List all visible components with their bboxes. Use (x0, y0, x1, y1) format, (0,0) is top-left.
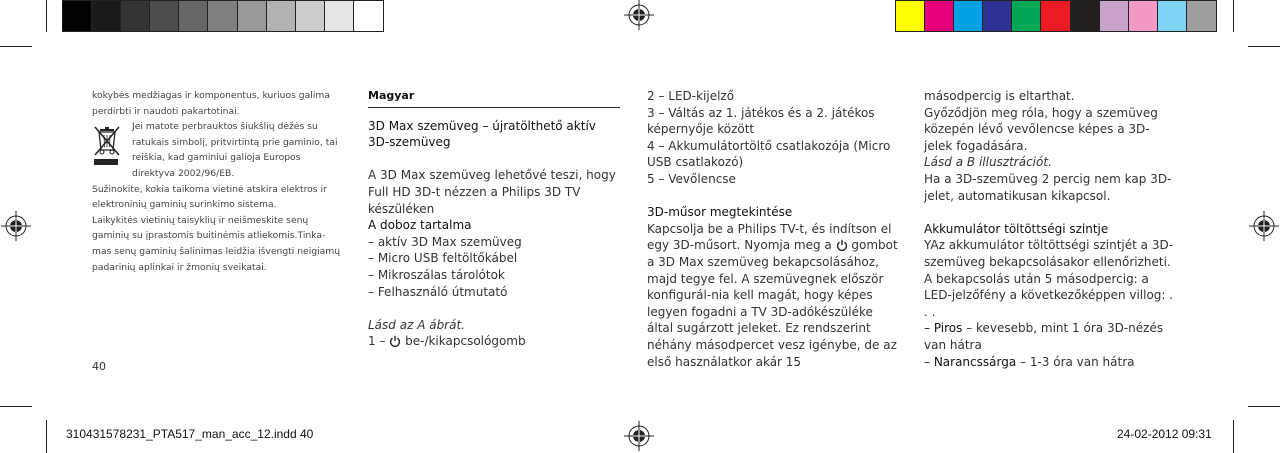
box-item: – aktív 3D Max szemüveg (368, 234, 522, 249)
grayscale-color-bar (62, 0, 384, 32)
power-icon (389, 335, 401, 347)
process-color-swatch (1100, 1, 1129, 31)
crop-mark (1233, 0, 1234, 32)
grayscale-swatch (354, 1, 383, 31)
battery-level-heading: Akkumulátor töltöttségi szintje (924, 221, 1109, 236)
footer-date: 24-02-2012 09:31 (1117, 427, 1212, 441)
weee-paragraph: Jei matote perbrauktos šiukšlių dėžės su ratukais simbolį, pritvirtintą prie gaminio, tai reiškia, kad gaminiui galioja Europos direktyva 2002/96/EB. (132, 121, 338, 179)
crop-mark (1233, 420, 1234, 453)
process-color-swatch (1041, 1, 1070, 31)
product-title: 3D Max szemüveg – újratölthető aktív 3D-szemüveg (368, 118, 596, 150)
legend-item: 5 – Vevőlencse (647, 171, 736, 186)
grayscale-swatch (63, 1, 92, 31)
power-icon (836, 239, 848, 251)
box-item: – Micro USB feltöltőkábel (368, 251, 518, 266)
legend-item-1 (368, 333, 620, 350)
footer-filename: 310431578231_PTA517_man_acc_12.indd 40 (66, 427, 314, 441)
led-red-text: – kevesebb, mint 1 óra 3D-nézés van hátra (924, 321, 1164, 352)
box-item: – Mikroszálas tárolótok (368, 267, 505, 282)
column-hungarian-1 (368, 88, 620, 350)
led-orange-text: – 1-3 óra van hátra (1016, 354, 1135, 369)
legend-item: 3 – Váltás az 1. játékos és a 2. játékos képernyője között (647, 105, 875, 137)
process-color-swatch (954, 1, 983, 31)
registration-mark-icon (624, 0, 654, 30)
process-color-swatch (1012, 1, 1041, 31)
process-color-swatch (983, 1, 1012, 31)
watch-3d-heading: 3D-műsor megtekintése (647, 205, 793, 220)
grayscale-swatch (267, 1, 296, 31)
see-figure-b: Lásd a B illusztrációt. (924, 155, 1052, 170)
led-orange-item (924, 354, 1176, 371)
process-color-bar (895, 0, 1217, 32)
disposal-paragraph: Laikykitės vietinių taisyklių ir neišmeskite senų gaminių su įprastomis buitinėmis atliekomis.Tinka-mas senų gaminių šalinimas leidžia išvengti neigiamų padarinių aplinkai ir žmonių sveikatai. (92, 214, 341, 273)
grayscale-swatch (238, 1, 267, 31)
legend-item-1-text: be-/kikapcsológomb (405, 334, 526, 349)
column-lithuanian (92, 88, 344, 275)
collection-paragraph: Sužinokite, kokia taikoma vietinė atskira elektros ir elektroninių gaminių surinkimo sistema. (92, 183, 327, 211)
grayscale-swatch (150, 1, 179, 31)
registration-mark-icon (624, 421, 654, 451)
crop-mark (0, 406, 32, 407)
grayscale-swatch (208, 1, 237, 31)
box-contents-heading: A doboz tartalma (368, 218, 472, 233)
column-hungarian-3 (924, 88, 1176, 370)
box-item: – Felhasználó útmutató (368, 284, 508, 299)
watch-3d-text-a: Kapcsolja be a Philips TV-t, és indítson el egy 3D-műsort. Nyomja meg a (647, 221, 892, 253)
column-hungarian-2 (647, 88, 899, 370)
grayscale-swatch (179, 1, 208, 31)
paragraph: Győződjön meg róla, hogy a szemüveg közepén lévő vevőlencse képes a 3D-jelek fogadására. (924, 105, 1158, 153)
watch-3d-paragraph (647, 221, 899, 370)
crop-mark (1248, 406, 1280, 407)
grayscale-swatch (296, 1, 325, 31)
see-figure-a: Lásd az A ábrát. (368, 317, 465, 332)
watch-3d-text-b: gombot a 3D Max szemüveg bekapcsolásához, majd tegye fel. A szemüvegnek először konfigurál-nia kell magát, hogy képes legyen fogadni a TV 3D-adókészüléke által sugárzott jeleket. Ez rendszerint néhány másodpercet vesz igénybe, de az első használatkor akár 15 (647, 238, 898, 369)
paragraph: másodpercig is eltarthat. (924, 89, 1075, 103)
registration-mark-icon (1, 211, 31, 241)
led-red-item (924, 320, 1176, 353)
led-orange-label: – Narancssárga (924, 354, 1017, 369)
crossed-out-bin-icon (92, 124, 122, 168)
language-label: Magyar (368, 89, 415, 102)
crop-mark (46, 420, 47, 453)
led-red-label: – Piros (924, 321, 963, 336)
process-color-swatch (896, 1, 925, 31)
crop-mark (1248, 46, 1280, 47)
grayscale-swatch (325, 1, 354, 31)
recycling-paragraph: kokybės medžiagas ir komponentus, kuriuos galima perdirbti ir naudoti pakartotinai. (92, 90, 330, 117)
page-number: 40 (92, 360, 106, 373)
process-color-swatch (1129, 1, 1158, 31)
crop-mark (0, 46, 32, 47)
paragraph: Ha a 3D-szemüveg 2 percig nem kap 3D-jelet, automatikusan kikapcsol. (924, 171, 1172, 203)
process-color-swatch (1158, 1, 1187, 31)
process-color-swatch (1187, 1, 1216, 31)
section-divider (368, 107, 620, 108)
legend-item: 2 – LED-kijelző (647, 89, 735, 103)
intro-paragraph: A 3D Max szemüveg lehetővé teszi, hogy Full HD 3D-t nézzen a Philips 3D TV készüléken (368, 168, 616, 216)
paragraph: A bekapcsolás után 5 másodpercig: a LED-jelzőfény a következőképpen villog: . . . (924, 271, 1174, 319)
grayscale-swatch (92, 1, 121, 31)
legend-item-1-number: 1 – (368, 334, 386, 349)
grayscale-swatch (121, 1, 150, 31)
process-color-swatch (925, 1, 954, 31)
process-color-swatch (1071, 1, 1100, 31)
legend-item: 4 – Akkumulátortöltő csatlakozója (Micro USB csatlakozó) (647, 138, 891, 170)
registration-mark-icon (1249, 211, 1279, 241)
paragraph: YAz akkumulátor töltöttségi szintjét a 3D-szemüveg bekapcsolásakor ellenőrizheti. (924, 238, 1174, 269)
crop-mark (46, 0, 47, 32)
